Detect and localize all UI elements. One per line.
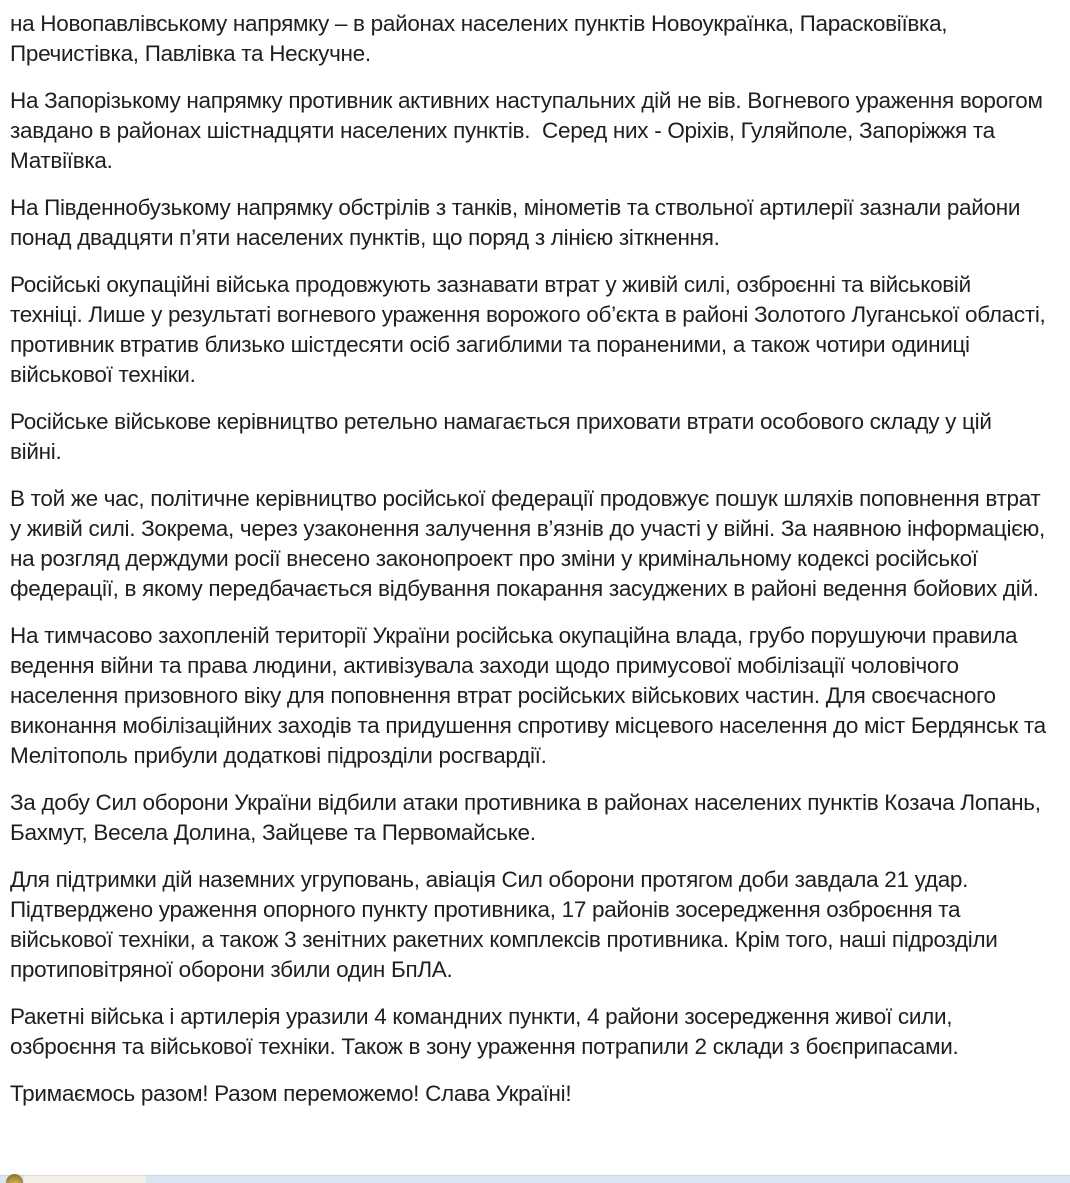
paragraph-hidden-losses: Російське військове керівництво ретельно намагається приховати втрати особового складу у цій війні. bbox=[10, 409, 992, 464]
taskbar-button[interactable] bbox=[24, 1175, 146, 1183]
taskbar-strip bbox=[0, 1175, 1070, 1183]
paragraph-enemy-losses: Російські окупаційні війська продовжують зазнавати втрат у живій силі, озброєнні та військовій техніці. Лише у результаті вогневого ураження ворожого об’єкта в районі Золотого Луганської області, противник втратив близько шістдесяти осіб загиблими та пораненими, а також чотири одиниці військової техніки. bbox=[10, 272, 1046, 387]
taskbar-app-icon[interactable] bbox=[6, 1174, 23, 1183]
paragraph-zaporizhzhia: На Запорізькому напрямку противник активних наступальних дій не вів. Вогневого ураження ворогом завдано в районах шістнадцяти населених пунктів. Серед них - Оріхів, Гуляйполе, Запоріжжя та Матвіївка. bbox=[10, 88, 1043, 173]
paragraph-slogan: Тримаємось разом! Разом переможемо! Слава Україні! bbox=[10, 1081, 572, 1106]
paragraph-forced-mobilization: На тимчасово захопленій території України російська окупаційна влада, грубо порушуючи правила ведення війни та права людини, активізувала заходи щодо примусової мобілізації чоловічого населення призовного віку для поповнення втрат російських військових частин. Для своєчасного виконання мобілізаційних заходів та придушення спротиву місцевого населення до міст Бердянськ та Мелітополь прибули додаткові підрозділи росгвардії. bbox=[10, 623, 1046, 768]
paragraph-missile-artillery: Ракетні війська і артилерія уразили 4 командних пункти, 4 райони зосередження живої сили, озброєння та військової техніки. Також в зону ураження потрапили 2 склади з боєприпасами. bbox=[10, 1004, 959, 1059]
paragraph-prisoners-law: В той же час, політичне керівництво російської федерації продовжує пошук шляхів поповнення втрат у живій силі. Зокрема, через узаконення залучення в’язнів до участі у війні. За наявною інформацією, на розгляд держдуми росії внесено законопроект про зміни у кримінальному кодексі російської федерації, в якому передбачається відбування покарання засуджених в районі ведення бойових дій. bbox=[10, 486, 1045, 601]
paragraph-repelled-attacks: За добу Сил оборони України відбили атаки противника в районах населених пунктів Козача Лопань, Бахмут, Весела Долина, Зайцеве та Первомайське. bbox=[10, 790, 1041, 845]
paragraph-pivdennobuzkyi: На Південнобузькому напрямку обстрілів з танків, мінометів та ствольної артилерії зазнали райони понад двадцяти п’яти населених пунктів, що поряд з лінією зіткнення. bbox=[10, 195, 1021, 250]
paragraph-novopavlivsk: на Новопавлівському напрямку – в районах населених пунктів Новоукраїнка, Парасковіївка, Пречистівка, Павлівка та Нескучне. bbox=[10, 11, 948, 66]
paragraph-aviation-strikes: Для підтримки дій наземних угруповань, авіація Сил оборони протягом доби завдала 21 удар. Підтверджено ураження опорного пункту противника, 17 районів зосередження озброєння та військової техніки, а також 3 зенітних ракетних комплексів противника. Крім того, наші підрозділи протиповітряної оборони збили один БпЛА. bbox=[10, 867, 998, 982]
